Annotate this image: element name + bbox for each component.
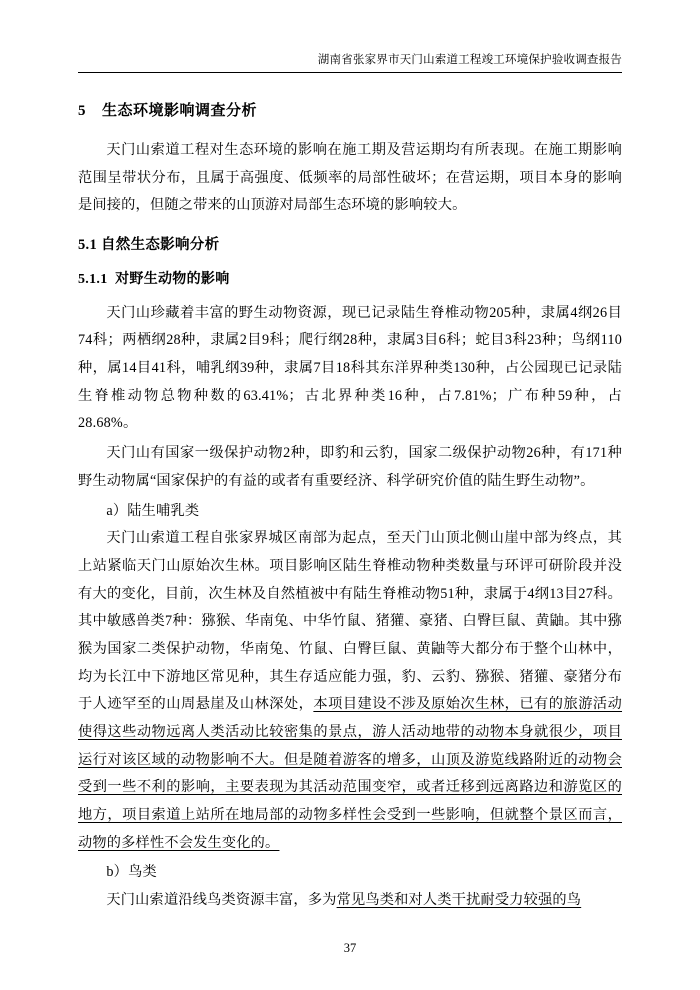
- subsubsection-number: 5.1.1: [78, 272, 108, 288]
- paragraph-protected-animals: 天门山有国家一级保护动物2种，即豹和云豹，国家二级保护动物26种，有171种野生动物属“国家保护的有益的或者有重要经济、科学研究价值的陆生野生动物”。: [78, 445, 622, 489]
- subsubsection-5-1-1-title: [78, 269, 622, 291]
- page-number: 37: [343, 941, 357, 955]
- paragraph-birds-underlined: 常见鸟类和对人类干扰耐受力较强的鸟: [336, 892, 582, 909]
- paragraph-birds-plain: 天门山索道沿线鸟类资源丰富，多为: [106, 892, 337, 909]
- subsection-title-text: 自然生态影响分析: [100, 237, 220, 254]
- page-header: 湖南省张家界市天门山索道工程竣工环境保护验收调查报告: [78, 52, 622, 73]
- section-title-text: 生态环境影响调查分析: [102, 103, 258, 120]
- paragraph-birds: [78, 887, 622, 915]
- paragraph-animal-resources: 天门山珍藏着丰富的野生动物资源，现已记录陆生脊椎动物205种，隶属4纲26目74科；两栖纲28种，隶属2目9科；爬行纲28种，隶属3目6科；蛇目3科23种；鸟纲110种，属14目41科，哺乳纲39种，隶属7目18科其东洋界种类130种，占公园现已记录陆生脊椎动物总物种数的63.41%；古北界种类16种，占7.81%；广布种59种，占28.68%。: [78, 304, 622, 432]
- paragraph-terrestrial-mammals: [78, 525, 622, 857]
- section-number: 5: [78, 103, 86, 120]
- paragraph-terrestrial-mammals-underlined: 本项目建设不涉及原始次生林，已有的旅游活动使得这些动物远离人类活动比较密集的景点，游人活动地带的动物本身就很少，项目运行对该区域的动物影响不大。但是随着游客的增多，山顶及游览线路附近的动物会受到一些不利的影响，主要表现为其活动范围变窄，或者迁移到远离路边和游览区的地方，项目索道上站所在地局部的动物多样性会受到一些影响，但就整个景区而言，动物的多样性不会发生变化的。: [78, 696, 623, 851]
- subsubsection-title-text: 对野生动物的影响: [115, 272, 230, 288]
- item-b-label: b）鸟类: [106, 864, 157, 881]
- section-title: [78, 99, 622, 123]
- item-a-label: a）陆生哺乳类: [106, 502, 200, 519]
- paragraph-terrestrial-mammals-plain: 天门山索道工程自张家界城区南部为起点，至天门山顶北侧山崖中部为终点，其上站紧临天门山原始次生林。项目影响区陆生脊椎动物种类数量与环评可研阶段并没有大的变化，目前，次生林及自然植被中有陆生脊椎动物51种，隶属于4纲13目27科。其中敏感兽类7种：猕猴、华南兔、中华竹鼠、猪獾、豪猪、白臀巨鼠、黄鼬。其中猕猴为国家二类保护动物，华南兔、竹鼠、白臀巨鼠、黄鼬等大都分布于整个山林中，均为长江中下游地区常见种，其生存适应能力强，豹、云豹、猕猴、猪獾、豪猪分布于人迹罕至的山周悬崖及山林深处，: [78, 530, 622, 713]
- subsection-number: 5.1: [78, 237, 98, 254]
- intro-paragraph: 天门山索道工程对生态环境的影响在施工期及营运期均有所表现。在施工期影响范围呈带状分布，且属于高强度、低频率的局部性破坏；在营运期，项目本身的影响是间接的，但随之带来的山顶游对局部生态环境的影响较大。: [78, 142, 622, 214]
- subsection-5-1-title: [78, 234, 622, 257]
